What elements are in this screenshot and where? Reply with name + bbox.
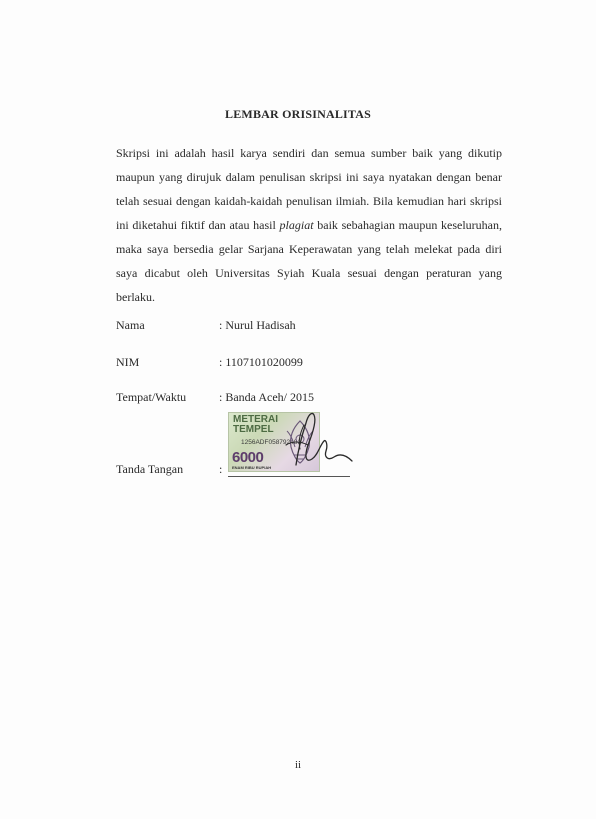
stamp-title: METERAI TEMPEL xyxy=(233,414,278,435)
place-time-label: Tempat/Waktu xyxy=(116,390,187,404)
signature-colon: : xyxy=(219,462,223,476)
nim-label: NIM xyxy=(116,355,140,369)
stamp-code: 1256ADF058792481 xyxy=(241,439,301,446)
statement-italic-word: plagiat xyxy=(279,218,314,232)
statement-text-part1: Skripsi ini adalah hasil karya sendiri dan semua sumber baik yang dikutip maupun yang dirujuk dalam penulisan skripsi ini saya nyatakan dengan benar telah sesuai dengan kaidah-kaidah penulisan ilmiah. Bila kemudian hari skripsi ini diketahui fiktif dan atau hasil xyxy=(116,146,502,232)
place-time-value: : Banda Aceh/ 2015 xyxy=(219,390,314,404)
signature-label: Tanda Tangan xyxy=(116,462,184,476)
name-value: : Nurul Hadisah xyxy=(219,318,296,332)
handwritten-signature xyxy=(268,405,358,475)
stamp-amount: 6000 xyxy=(232,449,264,466)
stamp-subtext: ENAM RIBU RUPIAH xyxy=(232,465,272,470)
statement-text-part2: baik sebahagian maupun keseluruhan, maka saya bersedia gelar Sarjana Keperawatan yang telah melekat pada diri saya dicabut oleh Universitas Syiah Kuala sesuai dengan peraturan yang berlaku. xyxy=(116,218,503,304)
document-title: LEMBAR ORISINALITAS xyxy=(225,107,371,121)
nim-value: : 1107101020099 xyxy=(219,355,303,369)
name-label: Nama xyxy=(116,318,145,332)
page-number: ii xyxy=(294,759,302,771)
signature-line xyxy=(228,476,350,477)
statement-paragraph xyxy=(116,141,502,309)
